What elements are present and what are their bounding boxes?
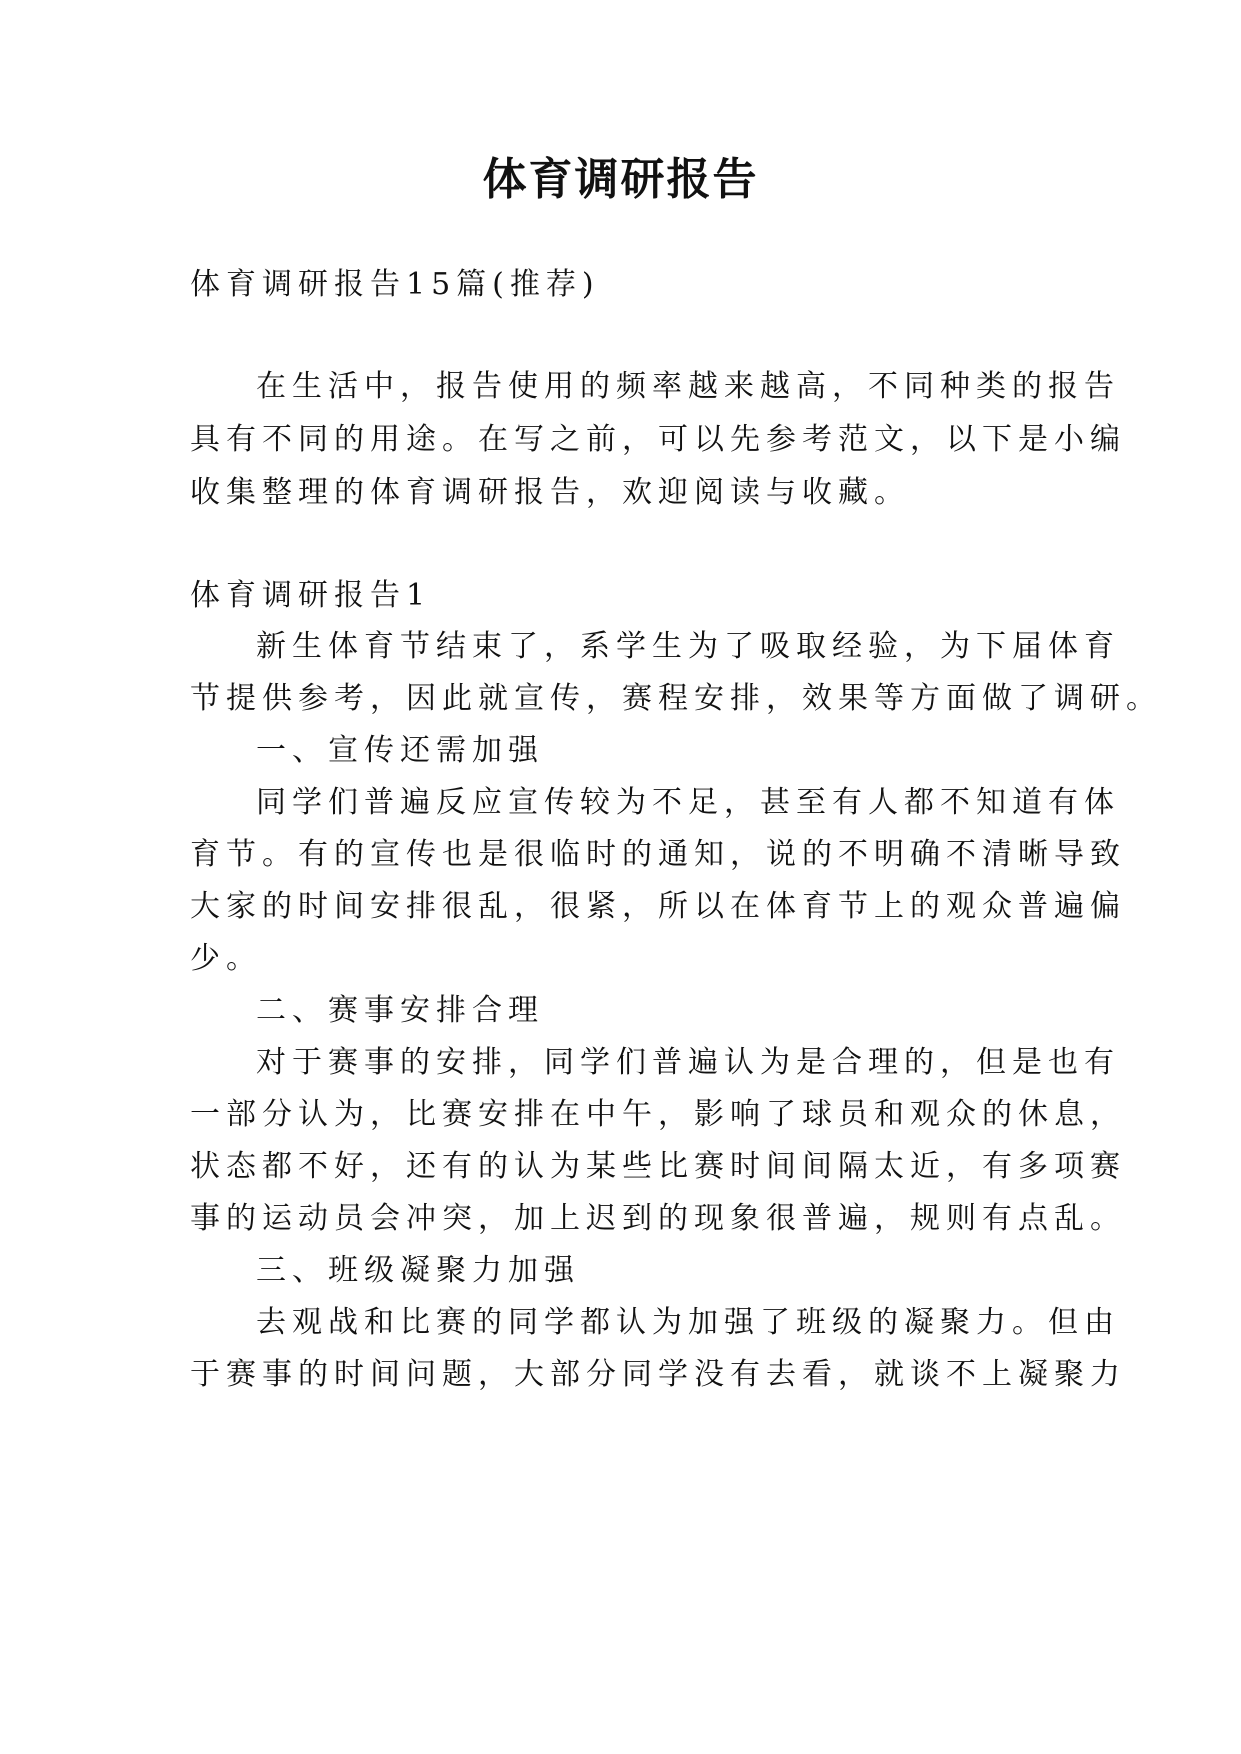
document-title: 体育调研报告: [482, 154, 759, 205]
body-line-4: 同学们普遍反应宣传较为不足，甚至有人都不知道有体: [256, 785, 1120, 820]
body-line-9: 对于赛事的安排，同学们普遍认为是合理的，但是也有: [256, 1045, 1120, 1080]
section-heading: 体育调研报告1: [190, 578, 432, 613]
intro-line-2: 具有不同的用途。在写之前，可以先参考范文，以下是小编: [190, 422, 1126, 457]
body-line-7: 少。: [190, 941, 262, 976]
body-line-10: 一部分认为，比赛安排在中午，影响了球员和观众的休息，: [190, 1097, 1126, 1132]
intro-line-3: 收集整理的体育调研报告，欢迎阅读与收藏。: [190, 475, 910, 510]
body-line-15: 于赛事的时间问题，大部分同学没有去看，就谈不上凝聚力: [190, 1357, 1126, 1392]
body-line-1: 新生体育节结束了，系学生为了吸取经验，为下届体育: [256, 629, 1120, 664]
body-line-12: 事的运动员会冲突，加上迟到的现象很普遍，规则有点乱。: [190, 1201, 1126, 1236]
body-line-6: 大家的时间安排很乱，很紧，所以在体育节上的观众普遍偏: [190, 889, 1126, 924]
subheading-schedule: 二、赛事安排合理: [256, 993, 544, 1028]
body-line-2: 节提供参考，因此就宣传，赛程安排，效果等方面做了调研。: [190, 681, 1162, 716]
body-line-5: 育节。有的宣传也是很临时的通知，说的不明确不清晰导致: [190, 837, 1126, 872]
subheading-publicity: 一、宣传还需加强: [256, 733, 544, 768]
intro-line-1: 在生活中，报告使用的频率越来越高，不同种类的报告: [256, 369, 1120, 404]
body-line-11: 状态都不好，还有的认为某些比赛时间间隔太近，有多项赛: [190, 1149, 1126, 1184]
subheading-cohesion: 三、班级凝聚力加强: [256, 1253, 580, 1288]
body-line-14: 去观战和比赛的同学都认为加强了班级的凝聚力。但由: [256, 1305, 1120, 1340]
document-subtitle: 体育调研报告15篇(推荐): [190, 267, 600, 302]
